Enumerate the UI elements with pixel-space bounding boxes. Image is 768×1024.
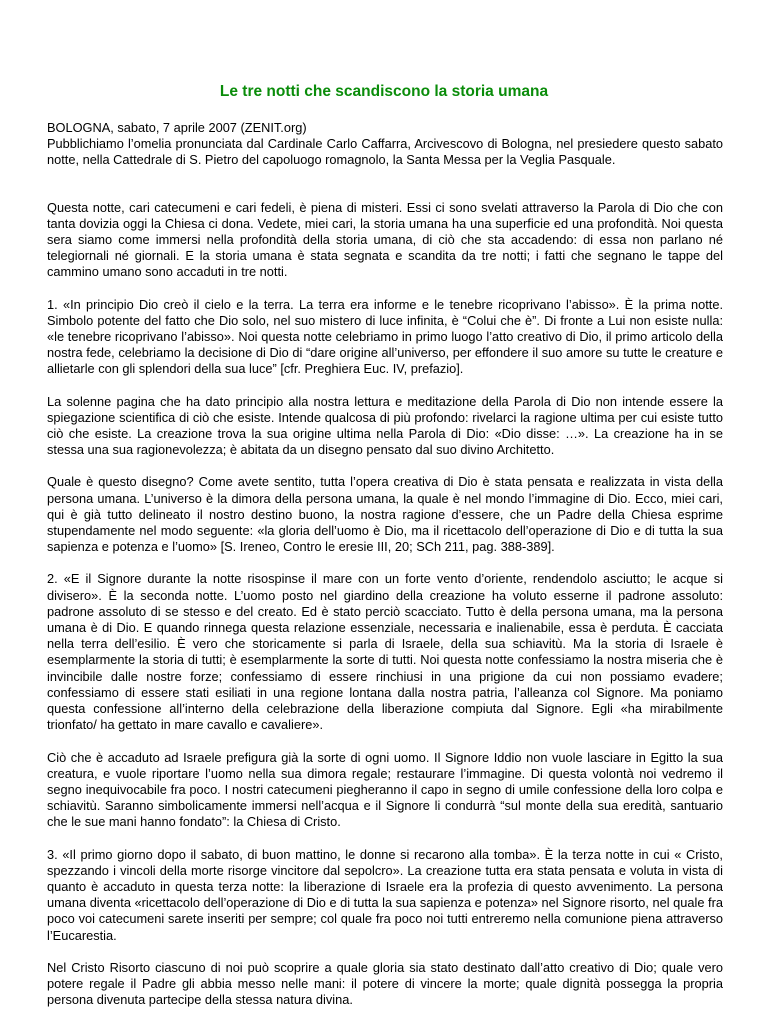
article-body (47, 120, 723, 1024)
paragraph-3: La solenne pagina che ha dato principio alla nostra lettura e meditazione della Parola di Dio non intende essere la spiegazione scientifica di ciò che esiste. Intende qualcosa di più profondo: rivelarci la ragione ultima per cui esiste tutto ciò che esiste. La creazione trova la sua origine ultima nella Parola di Dio: «Dio disse: …». La creazione ha in se stessa una sua ragionevolezza; è abitata da un disegno pensato dal suo divino Architetto. (47, 393, 723, 458)
paragraph-2: 1. «In principio Dio creò il cielo e la terra. La terra era informe e le tenebre ricoprivano l’abisso». È la prima notte. Simbolo potente del fatto che Dio solo, nel suo mistero di luce infinita, è “Colui che è”. Di fronte a Lui non esiste nulla: «le tenebre ricoprivano l’abisso». Noi questa notte celebriamo in primo luogo l’atto creativo di Dio, il primo articolo della nostra fede, celebriamo la decisione di Dio di “dare origine all’universo, per effondere il suo amore su tutte le creature e allietarle con gli splendori della sua luce” [cfr. Preghiera Euc. IV, prefazio]. (47, 296, 723, 377)
paragraph-8: Nel Cristo Risorto ciascuno di noi può scoprire a quale gloria sia stato destinato dall’atto creativo di Dio; quale vero potere regale il Padre gli abbia messo nelle mani: il potere di vincere la morte; quale dignità possegga la propria persona divenuta partecipe della stessa natura divina. (47, 959, 723, 1008)
article-title: Le tre notti che scandiscono la storia umana (219, 83, 549, 100)
paragraph-5: 2. «E il Signore durante la notte risospinse il mare con un forte vento d’oriente, rendendolo asciutto; le acque si divisero». È la seconda notte. L’uomo posto nel giardino della creazione ha voluto esserne il padrone assoluto: padrone assoluto di se stesso e del creato. Ed è stato perciò scacciato. Tutto è della persona umana, ma la persona umana è di Dio. E quando rinnega questa relazione essenziale, necessaria e inalienabile, essa è perduta. È cacciata nella terra dell’esilio. È vero che storicamente si parla di Israele, della sua schiavitù. Ma la storia di Israele è esemplarmente la storia di tutti; è esemplarmente la sorte di tutti. Noi questa notte confessiamo la nostra miseria che è invincibile dalle nostre forze; confessiamo di essere rinchiusi in una prigione da cui non possiamo evadere; confessiamo di essere stati esiliati in una regione lontana dalla nostra patria, l’alleanza col Signore. Ma poniamo questa confessione all’interno della celebrazione della liberazione compiuta dal Signore. Egli «ha mirabilmente trionfato/ ha gettato in mare cavallo e cavaliere». (47, 571, 723, 733)
dateline: BOLOGNA, sabato, 7 aprile 2007 (ZENIT.org) (47, 120, 307, 135)
paragraph-7: 3. «Il primo giorno dopo il sabato, di buon mattino, le donne si recarono alla tomba». È la terza notte in cui « Cristo, spezzando i vincoli della morte risorge vincitore dal sepolcro». La creazione tutta era stata pensata e voluta in vista di quanto è accaduto in questa terza notte: la liberazione di Israele era la profezia di questo avvenimento. La persona umana diventa «ricettacolo dell’operazione di Dio e di tutta la sua sapienza e potenza» nel Signore risorto, nel quale fra poco voi catecumeni sarete inseriti per sempre; col quale fra poco noi tutti entreremo nella comunione piena attraverso l’Eucarestia. (47, 846, 723, 943)
paragraph-4: Quale è questo disegno? Come avete sentito, tutta l’opera creativa di Dio è stata pensata e realizzata in vista della persona umana. L’universo è la dimora della persona umana, la quale è nel mondo l’immagine di Dio. Ecco, miei cari, qui è già tutto delineato il nostro destino buono, la nostra ragione d’essere, che un Padre della Chiesa esprime stupendamente nel modo seguente: «la gloria dell’uomo è Dio, ma il ricettacolo dell’operazione di Dio e di tutta la sua sapienza e potenza e l’uomo» [S. Ireneo, Contro le eresie III, 20; SCh 211, pag. 388-389]. (47, 474, 723, 555)
paragraph-1: Questa notte, cari catecumeni e cari fedeli, è piena di misteri. Essi ci sono svelati attraverso la Parola di Dio che con tanta dovizia oggi la Chiesa ci dona. Vedete, miei cari, la storia umana ha una superficie ed una profondità. Noi questa sera siamo come immersi nella profondità della storia umana, di ciò che sta accadendo: di essa non parlano né telegiornali né giornali. E la storia umana è stata segnata e scandita da tre notti; i fatti che segnano le tappe del cammino umano sono accaduti in tre notti. (47, 199, 723, 280)
paragraph-6: Ciò che è accaduto ad Israele prefigura già la sorte di ogni uomo. Il Signore Iddio non vuole lasciare in Egitto la sua creatura, e vuole riportare l’uomo nella sua dimora regale; restaurare l’immagine. Di questa volontà noi vedremo il segno inequivocabile fra poco. I nostri catecumeni piegheranno il capo in segno di umile confessione della loro colpa e schiavitù. Saranno simbolicamente immersi nell’acqua e il Signore li condurrà “sul monte della sua eredità, santuario che le sue mani hanno fondato”: la Chiesa di Cristo. (47, 749, 723, 830)
intro-paragraph: Pubblichiamo l’omelia pronunciata dal Cardinale Carlo Caffarra, Arcivescovo di Bologna, nel presiedere questo sabato notte, nella Cattedrale di S. Pietro del capoluogo romagnolo, la Santa Messa per la Veglia Pasquale. (47, 136, 723, 168)
